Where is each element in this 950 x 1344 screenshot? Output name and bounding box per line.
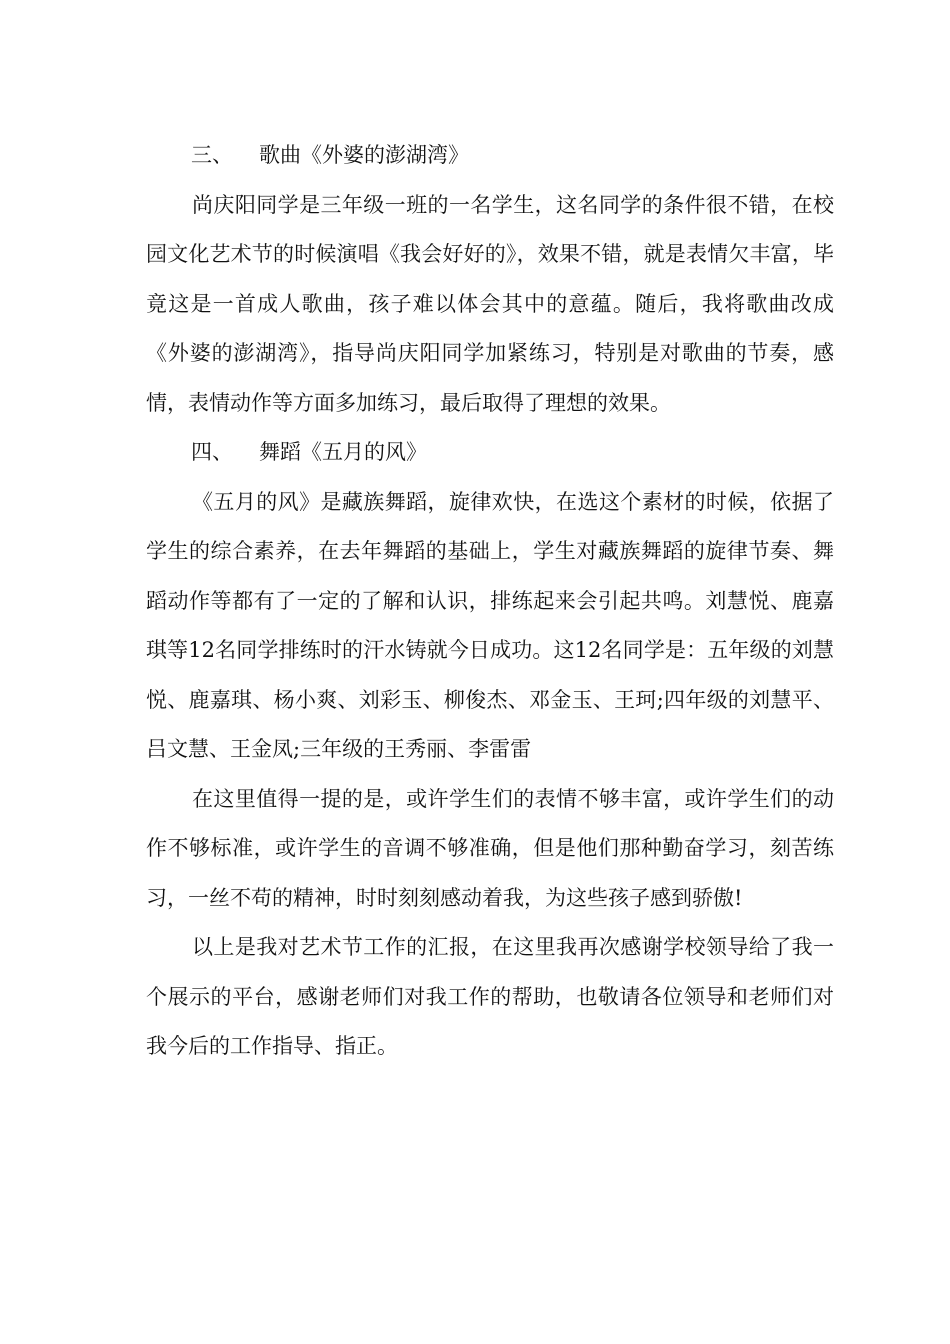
heading-number: 三、 [191, 143, 233, 167]
section-heading-4 [146, 428, 834, 478]
heading-title: 舞蹈《五月的风》 [259, 440, 427, 464]
section-heading-3 [146, 131, 834, 181]
paragraph: 《五月的风》是藏族舞蹈，旋律欢快，在选这个素材的时候，依据了学生的综合素养，在去年舞蹈的基础上，学生对藏族舞蹈的旋律节奏、舞蹈动作等都有了一定的了解和认识，排练起来会引起共鸣。刘慧悦、鹿嘉琪等12名同学排练时的汗水铸就今日成功。这12名同学是：五年级的刘慧悦、鹿嘉琪、杨小爽、刘彩玉、柳俊杰、邓金玉、王珂;四年级的刘慧平、吕文慧、王金凤;三年级的王秀丽、李雷雷 [146, 489, 834, 761]
heading-title: 歌曲《外婆的澎湖湾》 [259, 143, 469, 167]
paragraph: 尚庆阳同学是三年级一班的一名学生，这名同学的条件很不错，在校园文化艺术节的时候演唱《我会好好的》，效果不错，就是表情欠丰富，毕竟这是一首成人歌曲，孩子难以体会其中的意蕴。随后，我将歌曲改成《外婆的澎湖湾》，指导尚庆阳同学加紧练习，特别是对歌曲的节奏，感情，表情动作等方面多加练习，最后取得了理想的效果。 [146, 192, 834, 415]
paragraph: 以上是我对艺术节工作的汇报，在这里我再次感谢学校领导给了我一个展示的平台，感谢老师们对我工作的帮助，也敬请各位领导和老师们对我今后的工作指导、指正。 [146, 935, 834, 1058]
heading-number: 四、 [191, 440, 233, 464]
document-body [146, 131, 834, 1072]
paragraph: 在这里值得一提的是，或许学生们的表情不够丰富，或许学生们的动作不够标准，或许学生的音调不够准确，但是他们那种勤奋学习，刻苦练习，一丝不苟的精神，时时刻刻感动着我，为这些孩子感到骄傲! [146, 786, 834, 910]
